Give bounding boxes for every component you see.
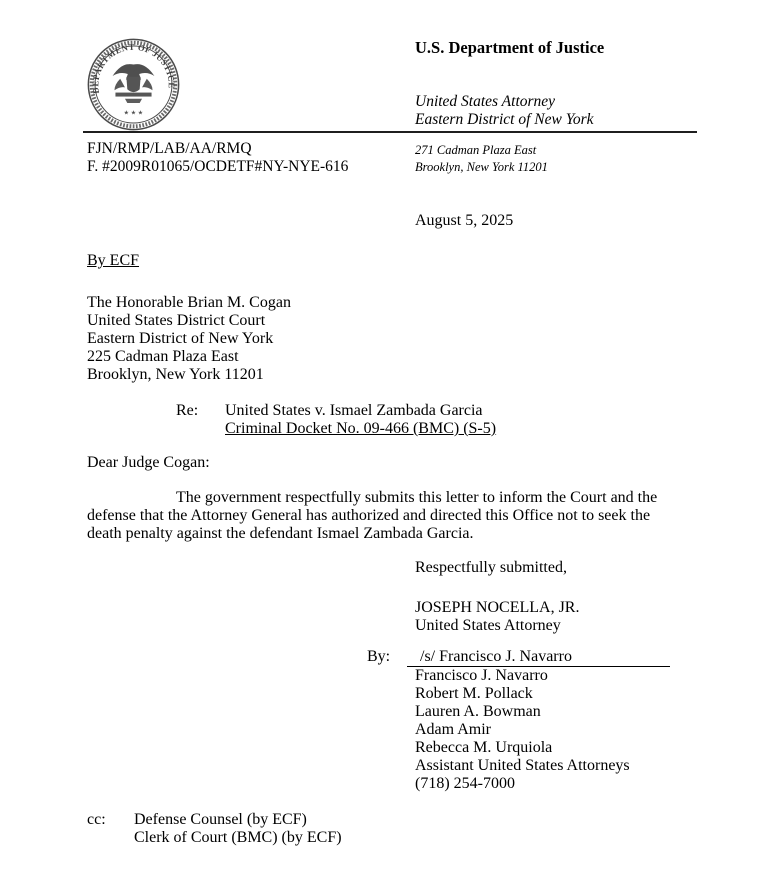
- recipient-line: The Honorable Brian M. Cogan: [87, 294, 291, 311]
- doj-seal-icon: [85, 37, 182, 132]
- attorney-name: Rebecca M. Urquiola: [415, 739, 553, 756]
- recipient-line: United States District Court: [87, 312, 266, 329]
- closing-block: [415, 559, 697, 635]
- re-label: Re:: [176, 402, 199, 419]
- office-address: [415, 140, 548, 176]
- office-address-line-2: Brooklyn, New York 11201: [415, 160, 548, 174]
- case-name: United States v. Ismael Zambada Garcia: [225, 402, 483, 419]
- recipient-line: Brooklyn, New York 11201: [87, 366, 264, 383]
- signature-line: /s/ Francisco J. Navarro: [407, 648, 670, 667]
- body-paragraph: The government respectfully submits this letter to inform the Court and the defense that the Attorney General has authorized and directed this Office not to seek the death penalty against the defendant Ismael Zambada Garcia.: [87, 489, 658, 542]
- cc-line: Clerk of Court (BMC) (by ECF): [134, 829, 342, 846]
- office-line-1: United States Attorney: [415, 93, 556, 110]
- attorney-name: Robert M. Pollack: [415, 685, 533, 702]
- salutation: Dear Judge Cogan:: [87, 454, 210, 471]
- subject-lines: [225, 402, 496, 438]
- eagle-icon: [113, 64, 155, 103]
- signature-row: [367, 648, 697, 667]
- office-line-2: Eastern District of New York: [415, 110, 594, 128]
- attorney-name: Francisco J. Navarro: [415, 667, 548, 684]
- recipient-address: [87, 294, 697, 384]
- letterhead: [87, 37, 697, 131]
- cc-line: Defense Counsel (by ECF): [134, 811, 307, 828]
- recipient-line: 225 Cadman Plaza East: [87, 348, 239, 365]
- docket-number: Criminal Docket No. 09-466 (BMC) (S-5): [225, 420, 497, 437]
- closing-phrase: Respectfully submitted,: [415, 559, 567, 576]
- phone-number: (718) 254-7000: [415, 775, 515, 792]
- reference-numbers: [87, 140, 415, 176]
- office-lines: [415, 93, 697, 128]
- file-number: F. #2009R01065/OCDETF#NY-NYE-616: [87, 157, 349, 175]
- signer-name: JOSEPH NOCELLA, JR.: [415, 599, 580, 616]
- seal-stars: ★ ★ ★: [123, 110, 144, 117]
- agency-title: U.S. Department of Justice: [415, 38, 605, 57]
- attorney-list: [415, 667, 697, 793]
- seal-ring-text: DEPARTMENT OF JUSTICE: [90, 41, 177, 95]
- cc-label: cc:: [87, 811, 106, 828]
- attorneys-title: Assistant United States Attorneys: [415, 757, 630, 774]
- cc-lines: [134, 811, 342, 847]
- delivery-method: By ECF: [87, 252, 140, 269]
- cc-block: [87, 811, 697, 847]
- by-label: By:: [367, 648, 391, 665]
- subject-block: [176, 402, 697, 438]
- attorney-name: Adam Amir: [415, 721, 491, 738]
- signer-block: [415, 599, 697, 635]
- attorney-name: Lauren A. Bowman: [415, 703, 541, 720]
- staff-initials: FJN/RMP/LAB/AA/RMQ: [87, 140, 252, 157]
- recipient-line: Eastern District of New York: [87, 330, 274, 347]
- signer-title: United States Attorney: [415, 617, 561, 634]
- letterhead-right: [415, 38, 697, 128]
- reference-row: [87, 140, 697, 176]
- letter-date: August 5, 2025: [415, 212, 514, 229]
- office-address-line-1: 271 Cadman Plaza East: [415, 143, 537, 157]
